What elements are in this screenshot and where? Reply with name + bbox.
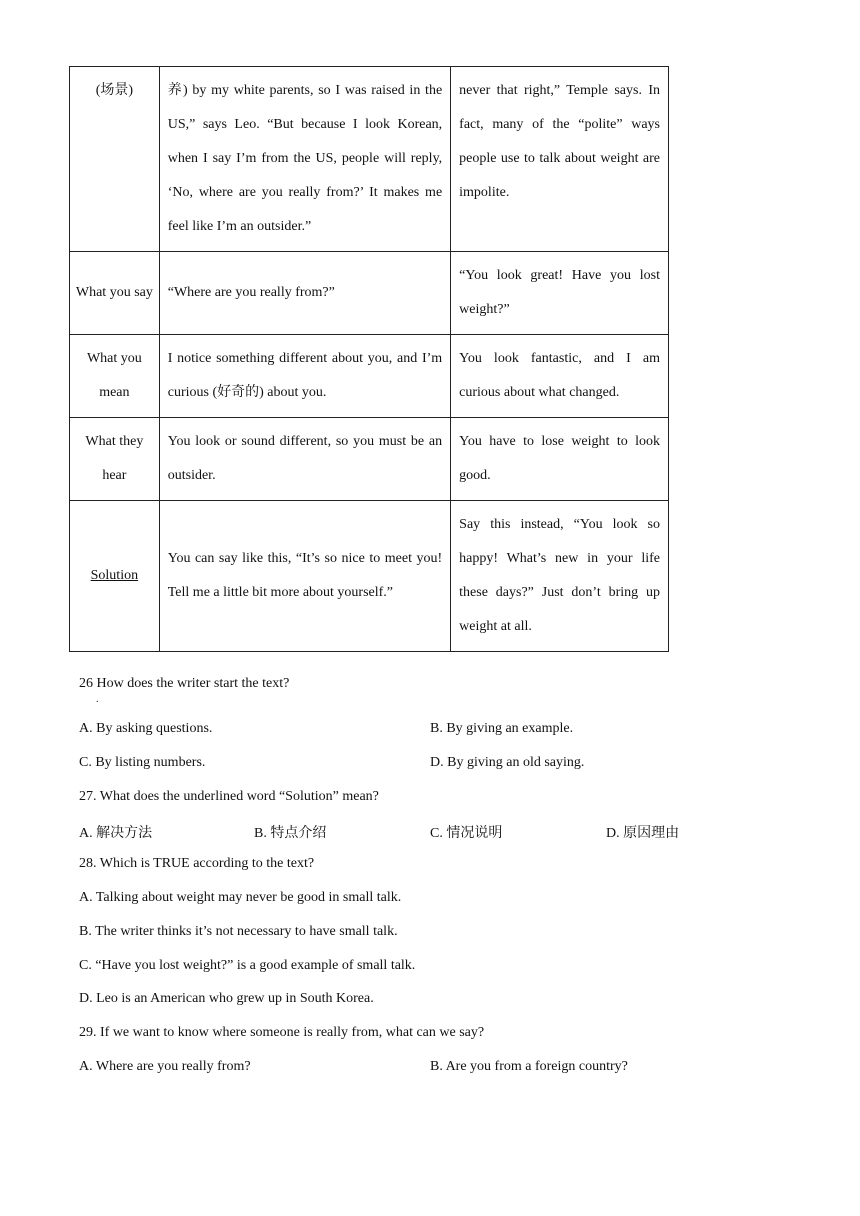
table-cell: “Where are you really from?” — [159, 252, 450, 335]
row-label: What they hear — [70, 418, 160, 501]
q28-option-b: B. The writer thinks it’s not necessary to have small talk. — [79, 924, 398, 939]
row-label: (场景) — [70, 67, 160, 252]
q28-option-c: C. “Have you lost weight?” is a good example of small talk. — [79, 958, 416, 973]
reading-table — [69, 66, 669, 652]
question-26-stem: 26 How does the writer start the text? — [79, 676, 290, 691]
q26-option-d: D. By giving an old saying. — [430, 755, 585, 770]
q27-option-b: B. 特点介绍 — [254, 826, 327, 841]
q28-option-d: D. Leo is an American who grew up in South Korea. — [79, 991, 374, 1006]
q26-option-a: A. By asking questions. — [79, 721, 213, 736]
q26-option-c: C. By listing numbers. — [79, 755, 206, 770]
q27-option-a: A. 解决方法 — [79, 826, 153, 841]
row-label: What you mean — [70, 335, 160, 418]
question-29-stem: 29. If we want to know where someone is really from, what can we say? — [79, 1025, 485, 1040]
table-row — [70, 335, 669, 418]
table-row — [70, 252, 669, 335]
table-cell: never that right,” Temple says. In fact, many of the “polite” ways people use to talk about weight are impolite. — [451, 67, 669, 252]
stray-dot: . — [96, 694, 99, 705]
table-cell: You have to lose weight to look good. — [451, 418, 669, 501]
q29-option-b: B. Are you from a foreign country? — [430, 1059, 628, 1074]
table-row — [70, 67, 669, 252]
table-row — [70, 501, 669, 652]
row-label — [70, 501, 160, 652]
q28-option-a: A. Talking about weight may never be good in small talk. — [79, 890, 402, 905]
table-cell: You can say like this, “It’s so nice to meet you! Tell me a little bit more about yourself.” — [159, 501, 450, 652]
q26-option-b: B. By giving an example. — [430, 721, 574, 736]
row-label: What you say — [70, 252, 160, 335]
question-27-stem: 27. What does the underlined word “Solution” mean? — [79, 789, 379, 804]
table-cell: You look fantastic, and I am curious about what changed. — [451, 335, 669, 418]
table-cell: I notice something different about you, and I’m curious (好奇的) about you. — [159, 335, 450, 418]
table-cell: 养) by my white parents, so I was raised in the US,” says Leo. “But because I look Korean, when I say I’m from the US, people will reply, ‘No, where are you really from?’ It makes me feel like I’m an outsider.” — [159, 67, 450, 252]
solution-underlined-word: Solution — [90, 568, 139, 583]
question-28-stem: 28. Which is TRUE according to the text? — [79, 856, 315, 871]
table-cell: Say this instead, “You look so happy! What’s new in your life these days?” Just don’t bring up weight at all. — [451, 501, 669, 652]
table-cell: You look or sound different, so you must be an outsider. — [159, 418, 450, 501]
q27-option-d: D. 原因理由 — [606, 826, 680, 841]
q29-option-a: A. Where are you really from? — [79, 1059, 251, 1074]
table-row — [70, 418, 669, 501]
table-cell: “You look great! Have you lost weight?” — [451, 252, 669, 335]
q27-option-c: C. 情况说明 — [430, 826, 503, 841]
